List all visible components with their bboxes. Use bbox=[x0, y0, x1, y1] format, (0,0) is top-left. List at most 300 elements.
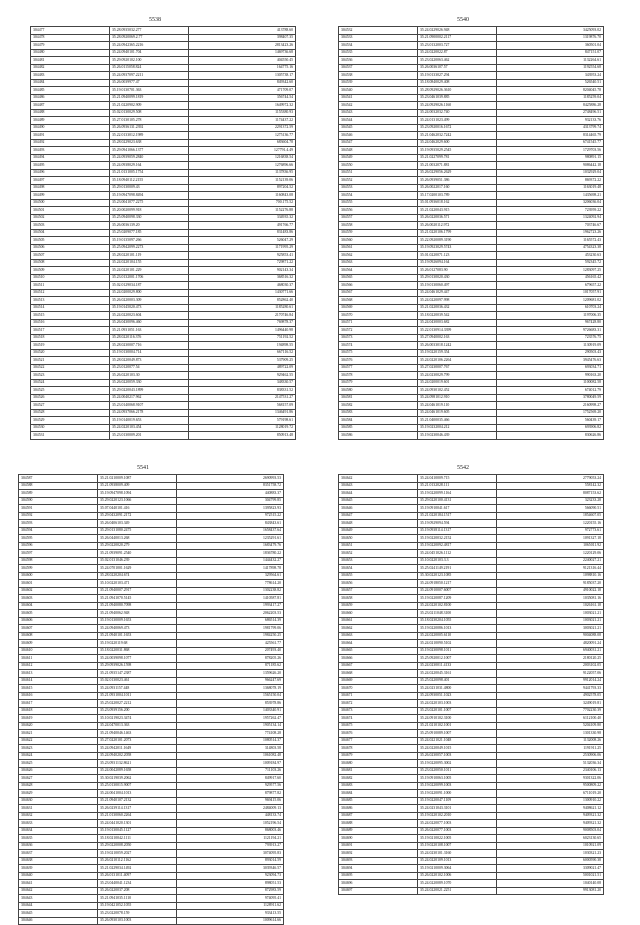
record-id-cell: 304519 bbox=[31, 342, 110, 350]
amount-cell: 1984250.25 bbox=[177, 632, 284, 640]
amount-cell: 592345.72 bbox=[497, 259, 604, 267]
table-row bbox=[19, 850, 284, 858]
table-row bbox=[31, 64, 296, 72]
table-row bbox=[339, 274, 604, 282]
table-row bbox=[339, 565, 604, 573]
record-id-cell: 304644 bbox=[19, 902, 98, 910]
amount-cell: 1003021.21 bbox=[497, 610, 604, 618]
record-id-cell: 304628 bbox=[19, 782, 98, 790]
amount-cell: 751192.52 bbox=[189, 334, 296, 342]
table-row bbox=[31, 274, 296, 282]
record-id-cell: 304611 bbox=[19, 655, 98, 663]
amount-cell: 1905134.14 bbox=[177, 722, 284, 730]
code-cell: 35.24.0470013.363 bbox=[98, 722, 177, 730]
code-cell: 35.21.0130060.2264 bbox=[98, 812, 177, 820]
record-id-cell: 304500 bbox=[31, 199, 110, 207]
table-row bbox=[31, 312, 296, 320]
amount-cell: 8425886.28 bbox=[497, 102, 604, 110]
record-id-cell: 304582 bbox=[339, 402, 418, 410]
code-cell: 35.19.0135097.266 bbox=[110, 237, 189, 245]
record-id-cell: 304527 bbox=[31, 402, 110, 410]
code-cell: 35.24.0220106.2264 bbox=[418, 357, 497, 365]
table-row bbox=[31, 42, 296, 50]
table-row bbox=[339, 327, 604, 335]
table-row bbox=[339, 319, 604, 327]
table-row bbox=[19, 662, 284, 670]
amount-cell: 932133.76 bbox=[497, 117, 604, 125]
code-cell: 35.26.0239114.1317 bbox=[98, 805, 177, 813]
amount-cell: 425561.77 bbox=[177, 640, 284, 648]
table-row bbox=[339, 572, 604, 580]
amount-cell: 1216838.54 bbox=[189, 154, 296, 162]
record-id-cell: 304668 bbox=[339, 670, 418, 678]
amount-cell: 348330.57 bbox=[189, 379, 296, 387]
code-cell: 35.24.0981012.910 bbox=[418, 394, 497, 402]
code-cell: 35.21.0940101.1653 bbox=[98, 632, 177, 640]
table-row bbox=[31, 364, 296, 372]
table-row bbox=[339, 790, 604, 798]
record-id-cell: 304544 bbox=[339, 117, 418, 125]
table-row bbox=[31, 387, 296, 395]
record-id-cell: 304565 bbox=[339, 274, 418, 282]
table-row bbox=[339, 827, 604, 835]
table-row bbox=[31, 304, 296, 312]
amount-cell: 1469736.68 bbox=[189, 49, 296, 57]
code-cell: 35.23.0220063.462 bbox=[418, 57, 497, 65]
record-id-cell: 304480 bbox=[31, 49, 110, 57]
code-cell: 35.30.0219039.2062 bbox=[98, 775, 177, 783]
record-id-cell: 304682 bbox=[339, 775, 418, 783]
table-row bbox=[19, 685, 284, 693]
amount-cell: 1152276.88 bbox=[189, 207, 296, 215]
amount-cell: 869372.22 bbox=[497, 177, 604, 185]
record-id-cell: 304483 bbox=[31, 72, 110, 80]
record-id-cell: 304498 bbox=[31, 184, 110, 192]
code-cell: 35.25.0130015.9007 bbox=[98, 782, 177, 790]
code-cell: 35.24.0220104.155 bbox=[110, 259, 189, 267]
code-cell: 35.21.0940107.2132 bbox=[98, 797, 177, 805]
record-id-cell: 304588 bbox=[19, 482, 98, 490]
table-row bbox=[339, 132, 604, 140]
amount-cell: 1185259.04 bbox=[497, 94, 604, 102]
amount-cell: 1065011.92 bbox=[497, 542, 604, 550]
code-cell: 35.28.0929026.3610 bbox=[418, 87, 497, 95]
code-cell: 35.23.0140068.9107 bbox=[110, 402, 189, 410]
data-table bbox=[30, 26, 296, 440]
code-cell: 35.18.0220031.868 bbox=[98, 647, 177, 655]
table-row bbox=[339, 124, 604, 132]
table-row bbox=[19, 527, 284, 535]
record-id-cell: 304673 bbox=[339, 707, 418, 715]
page-number: 5542 bbox=[457, 465, 469, 471]
code-cell: 35.24.0462029.600 bbox=[418, 139, 497, 147]
amount-cell: 9122057.06 bbox=[497, 670, 604, 678]
code-cell: 35.24.0937066.2178 bbox=[110, 409, 189, 417]
code-cell: 35.19.0232004.212 bbox=[418, 424, 497, 432]
record-id-cell: 304623 bbox=[19, 745, 98, 753]
table-row bbox=[339, 162, 604, 170]
code-cell: 35.24.0461019.605 bbox=[418, 409, 497, 417]
record-id-cell: 304580 bbox=[339, 387, 418, 395]
record-id-cell: 304497 bbox=[31, 177, 110, 185]
table-row bbox=[31, 334, 296, 342]
record-id-cell: 304513 bbox=[31, 297, 110, 305]
record-id-cell: 304665 bbox=[339, 647, 418, 655]
code-cell: 35.21.0220902.909 bbox=[110, 102, 189, 110]
code-cell: 35.24.0220097.998 bbox=[418, 297, 497, 305]
code-cell: 35.23.0931132.8621 bbox=[98, 760, 177, 768]
table-row bbox=[19, 707, 284, 715]
record-id-cell: 304602 bbox=[19, 587, 98, 595]
code-cell: 35.21.0210102.1001 bbox=[418, 722, 497, 730]
record-id-cell: 304554 bbox=[339, 192, 418, 200]
code-cell: 35.26.0039977.47 bbox=[110, 79, 189, 87]
code-cell: 35.26.0127083.90 bbox=[418, 267, 497, 275]
code-cell: 35.21.0941070.5145 bbox=[98, 595, 177, 603]
table-row bbox=[19, 797, 284, 805]
table-row bbox=[339, 379, 604, 387]
amount-cell: 703746.67 bbox=[497, 222, 604, 230]
amount-cell: 693034.71 bbox=[497, 364, 604, 372]
code-cell: 35.26.0131011.4097 bbox=[98, 872, 177, 880]
code-cell: 35.19.0220108.1007 bbox=[418, 842, 497, 850]
amount-cell: 8204045.78 bbox=[497, 87, 604, 95]
amount-cell: 974095.41 bbox=[177, 895, 284, 903]
amount-cell: 323233.28 bbox=[497, 497, 604, 505]
code-cell: 35.21.0032071.881 bbox=[418, 162, 497, 170]
record-id-cell: 304505 bbox=[31, 237, 110, 245]
table-row bbox=[19, 812, 284, 820]
record-id-cell: 304595 bbox=[19, 535, 98, 543]
amount-cell: 3425093.02 bbox=[497, 27, 604, 35]
code-cell: 35.02.0130023.461 bbox=[98, 677, 177, 685]
amount-cell: 1192554.68 bbox=[497, 64, 604, 72]
amount-cell: 1132008.26 bbox=[497, 737, 604, 745]
page-number: 5540 bbox=[457, 17, 469, 23]
amount-cell: 1993417.27 bbox=[177, 602, 284, 610]
code-cell: 35.19.0130004.714 bbox=[110, 349, 189, 357]
table-row bbox=[339, 312, 604, 320]
table-row bbox=[19, 692, 284, 700]
code-cell: 35.19.0220159.354 bbox=[418, 349, 497, 357]
record-id-cell: 304639 bbox=[19, 865, 98, 873]
code-cell: 35.26.0036139.20 bbox=[110, 222, 189, 230]
amount-cell: 491766.77 bbox=[189, 222, 296, 230]
table-row bbox=[339, 512, 604, 520]
code-cell: 35.26.0406103.349 bbox=[98, 520, 177, 528]
code-cell: 35.27.0230007.767 bbox=[418, 364, 497, 372]
code-cell: 35.24.0430003.682 bbox=[418, 319, 497, 327]
code-cell: 35.24.0220045.3161 bbox=[418, 670, 497, 678]
code-cell: 35.19.0923029.5743 bbox=[418, 244, 497, 252]
amount-cell: 9301322.06 bbox=[497, 775, 604, 783]
code-cell: 35.24.0940101.704 bbox=[110, 49, 189, 57]
code-cell: 35.19.0220032.2152 bbox=[418, 535, 497, 543]
record-id-cell: 304523 bbox=[31, 372, 110, 380]
code-cell: 35.24.0230101.3160 bbox=[418, 850, 497, 858]
table-row bbox=[339, 244, 604, 252]
table-row bbox=[31, 34, 296, 42]
record-id-cell: 304561 bbox=[339, 244, 418, 252]
record-id-cell: 304696 bbox=[339, 880, 418, 888]
amount-cell: 2180120.25 bbox=[497, 655, 604, 663]
amount-cell: 1957262.47 bbox=[177, 715, 284, 723]
code-cell: 35.24.0131023.499 bbox=[418, 117, 497, 125]
table-row bbox=[31, 357, 296, 365]
code-cell: 35.30.0220123.1085 bbox=[418, 572, 497, 580]
code-cell: 35.19.0220102.2010 bbox=[418, 812, 497, 820]
record-id-cell: 304563 bbox=[339, 259, 418, 267]
table-row bbox=[19, 895, 284, 903]
table-row bbox=[31, 259, 296, 267]
table-row bbox=[339, 94, 604, 102]
code-cell: 35.23.0211048.3100 bbox=[418, 610, 497, 618]
code-cell: 35.10.0219023.3474 bbox=[98, 715, 177, 723]
amount-cell: 1359626.20 bbox=[177, 670, 284, 678]
code-cell: 35.24.0220049.1015 bbox=[418, 745, 497, 753]
record-id-cell: 304477 bbox=[31, 27, 110, 35]
code-cell: 35.19.0130009.1653 bbox=[98, 617, 177, 625]
page-number: 5538 bbox=[149, 17, 161, 23]
table-row bbox=[19, 647, 284, 655]
record-id-cell: 304627 bbox=[19, 775, 98, 783]
amount-cell: 1430771.66 bbox=[189, 289, 296, 297]
amount-cell: 1032929.04 bbox=[497, 169, 604, 177]
code-cell: 35.24.0938029.164 bbox=[110, 162, 189, 170]
table-row bbox=[19, 610, 284, 618]
code-cell: 35.23.0220101.1007 bbox=[418, 707, 497, 715]
code-cell: 35.19.0210009.3064 bbox=[418, 865, 497, 873]
code-cell: 35.24.0910007.6007 bbox=[418, 587, 497, 595]
table-row bbox=[19, 902, 284, 910]
code-cell: 35.24.0032032.740 bbox=[418, 109, 497, 117]
table-row bbox=[31, 79, 296, 87]
table-row bbox=[339, 49, 604, 57]
record-id-cell: 304670 bbox=[339, 685, 418, 693]
code-cell: 35.24.0220101.229 bbox=[110, 267, 189, 275]
table-row bbox=[339, 207, 604, 215]
table-row bbox=[339, 192, 604, 200]
table-row bbox=[31, 432, 296, 440]
amount-cell: 966247.69 bbox=[177, 677, 284, 685]
code-cell: 35.21.0132028.111 bbox=[418, 482, 497, 490]
amount-cell: 1185280.61 bbox=[189, 304, 296, 312]
code-cell: 35.21.0131005.1754 bbox=[110, 169, 189, 177]
table-row bbox=[339, 797, 604, 805]
table-row bbox=[19, 542, 284, 550]
record-id-cell: 304509 bbox=[31, 267, 110, 275]
amount-cell: 769878.37 bbox=[189, 319, 296, 327]
record-id-cell: 304507 bbox=[31, 252, 110, 260]
table-row bbox=[339, 617, 604, 625]
code-cell: 35.24.0940069.473 bbox=[98, 625, 177, 633]
table-row bbox=[31, 94, 296, 102]
code-cell: 35.19.0130045.1127 bbox=[98, 827, 177, 835]
amount-cell: 929577.56 bbox=[177, 782, 284, 790]
amount-cell: 1035081.16 bbox=[497, 595, 604, 603]
record-id-cell: 304560 bbox=[339, 237, 418, 245]
table-row bbox=[19, 632, 284, 640]
record-id-cell: 304578 bbox=[339, 372, 418, 380]
amount-cell: 1130919.09 bbox=[497, 342, 604, 350]
amount-cell: 1305738.17 bbox=[189, 72, 296, 80]
table-row bbox=[19, 760, 284, 768]
code-cell: 35.02.0130029.508 bbox=[110, 109, 189, 117]
table-row bbox=[31, 424, 296, 432]
record-id-cell: 304538 bbox=[339, 72, 418, 80]
table-row bbox=[339, 640, 604, 648]
record-id-cell: 304482 bbox=[31, 64, 110, 72]
code-cell: 35.19.0220047.1109 bbox=[418, 797, 497, 805]
table-row bbox=[19, 497, 284, 505]
table-row bbox=[19, 505, 284, 513]
record-id-cell: 304626 bbox=[19, 767, 98, 775]
amount-cell: 1649972.32 bbox=[189, 102, 296, 110]
code-cell: 35.24.0040217.962 bbox=[110, 394, 189, 402]
table-row bbox=[19, 557, 284, 565]
amount-cell: 1324092.94 bbox=[497, 214, 604, 222]
code-cell: 35.27.0940002.163 bbox=[418, 334, 497, 342]
record-id-cell: 304516 bbox=[31, 319, 110, 327]
record-id-cell: 304680 bbox=[339, 760, 418, 768]
page-panel-5542 bbox=[338, 462, 601, 895]
table-row bbox=[19, 595, 284, 603]
table-row bbox=[31, 379, 296, 387]
code-cell: 35.29.0131080.2475 bbox=[98, 527, 177, 535]
amount-cell: 1052196.54 bbox=[177, 820, 284, 828]
table-row bbox=[339, 842, 604, 850]
record-id-cell: 304663 bbox=[339, 632, 418, 640]
table-row bbox=[339, 887, 604, 895]
record-id-cell: 304594 bbox=[19, 527, 98, 535]
amount-cell: 843843.61 bbox=[177, 520, 284, 528]
page-panel-5541 bbox=[18, 462, 281, 925]
table-row bbox=[339, 334, 604, 342]
page-panel-5540 bbox=[338, 14, 601, 440]
table-row bbox=[31, 252, 296, 260]
data-table bbox=[338, 474, 604, 895]
record-id-cell: 304638 bbox=[19, 857, 98, 865]
record-id-cell: 304616 bbox=[19, 692, 98, 700]
amount-cell: 1962723.26 bbox=[497, 229, 604, 237]
table-row bbox=[339, 602, 604, 610]
table-row bbox=[19, 842, 284, 850]
code-cell: 35.27.0220101.2073 bbox=[98, 737, 177, 745]
record-id-cell: 304633 bbox=[19, 820, 98, 828]
record-id-cell: 304686 bbox=[339, 805, 418, 813]
amount-cell: 1080514.37 bbox=[177, 737, 284, 745]
amount-cell: 1683479.76 bbox=[177, 542, 284, 550]
code-cell: 35.21.0210009.1087 bbox=[98, 475, 177, 483]
table-row bbox=[339, 587, 604, 595]
table-row bbox=[339, 722, 604, 730]
table-row bbox=[31, 102, 296, 110]
table-row bbox=[19, 752, 284, 760]
record-id-cell: 304671 bbox=[339, 692, 418, 700]
code-cell: 35.26.0936131.2392 bbox=[110, 124, 189, 132]
code-cell: 35.21.0931051.163 bbox=[110, 327, 189, 335]
table-row bbox=[19, 550, 284, 558]
code-cell: 35.24.0220077.1003 bbox=[418, 820, 497, 828]
record-id-cell: 304605 bbox=[19, 610, 98, 618]
amount-cell: 1163019.48 bbox=[497, 184, 604, 192]
amount-cell: 711103.26 bbox=[177, 767, 284, 775]
record-id-cell: 304572 bbox=[339, 327, 418, 335]
amount-cell: 853978.86 bbox=[177, 700, 284, 708]
amount-cell: 334935.32 bbox=[189, 214, 296, 222]
code-cell: 35.28.0220049.873 bbox=[110, 357, 189, 365]
record-id-cell: 304520 bbox=[31, 349, 110, 357]
record-id-cell: 304674 bbox=[339, 715, 418, 723]
table-row bbox=[31, 342, 296, 350]
amount-cell: 9913081.20 bbox=[497, 887, 604, 895]
table-row bbox=[31, 214, 296, 222]
code-cell: 35.21.0220106.1799 bbox=[418, 229, 497, 237]
record-id-cell: 304485 bbox=[31, 87, 110, 95]
code-cell: 35.25.0220098.401 bbox=[418, 677, 497, 685]
table-row bbox=[339, 685, 604, 693]
record-id-cell: 304654 bbox=[339, 565, 418, 573]
code-cell: 35.29.0130009.43 bbox=[110, 184, 189, 192]
table-row bbox=[339, 782, 604, 790]
code-cell: 35.19.0220099.1003 bbox=[418, 782, 497, 790]
amount-cell: 3039346.57 bbox=[177, 865, 284, 873]
code-cell: 35.10.0220103.471 bbox=[98, 580, 177, 588]
amount-cell: 537909.25 bbox=[189, 357, 296, 365]
amount-cell: 700.175.52 bbox=[189, 199, 296, 207]
amount-cell: 2779053.24 bbox=[497, 475, 604, 483]
amount-cell: 560439.17 bbox=[497, 417, 604, 425]
record-id-cell: 304576 bbox=[339, 357, 418, 365]
table-row bbox=[31, 154, 296, 162]
amount-cell: 1565150.04 bbox=[177, 692, 284, 700]
record-id-cell: 304501 bbox=[31, 207, 110, 215]
record-id-cell: 304679 bbox=[339, 752, 418, 760]
record-id-cell: 304603 bbox=[19, 595, 98, 603]
record-id-cell: 304604 bbox=[19, 602, 98, 610]
record-id-cell: 304543 bbox=[339, 109, 418, 117]
code-cell: 35.26.0220103.30 bbox=[110, 372, 189, 380]
code-cell: 35.24.0039098.1077 bbox=[98, 655, 177, 663]
table-row bbox=[339, 760, 604, 768]
table-row bbox=[339, 297, 604, 305]
amount-cell: 1444432.27 bbox=[177, 557, 284, 565]
table-row bbox=[19, 572, 284, 580]
amount-cell: 693906.82 bbox=[497, 424, 604, 432]
code-cell: 35.19.0220095.3002 bbox=[418, 760, 497, 768]
table-row bbox=[19, 715, 284, 723]
amount-cell: 1417898.78 bbox=[177, 565, 284, 573]
code-cell: 35.26.0220003.309 bbox=[110, 297, 189, 305]
table-row bbox=[31, 57, 296, 65]
record-id-cell: 304659 bbox=[339, 602, 418, 610]
record-id-cell: 304542 bbox=[339, 102, 418, 110]
code-cell: 35.21.0935147.2387 bbox=[98, 670, 177, 678]
amount-cell: 774108.28 bbox=[177, 730, 284, 738]
record-id-cell: 304517 bbox=[31, 327, 110, 335]
code-cell: 35.19.0130060.497 bbox=[418, 282, 497, 290]
record-id-cell: 304508 bbox=[31, 259, 110, 267]
table-row bbox=[339, 850, 604, 858]
record-id-cell: 304590 bbox=[19, 497, 98, 505]
record-id-cell: 304642 bbox=[19, 887, 98, 895]
table-row bbox=[339, 214, 604, 222]
record-id-cell: 304683 bbox=[339, 782, 418, 790]
record-id-cell: 304581 bbox=[339, 394, 418, 402]
amount-cell: 1191911.25 bbox=[497, 745, 604, 753]
table-row bbox=[31, 72, 296, 80]
table-row bbox=[19, 737, 284, 745]
